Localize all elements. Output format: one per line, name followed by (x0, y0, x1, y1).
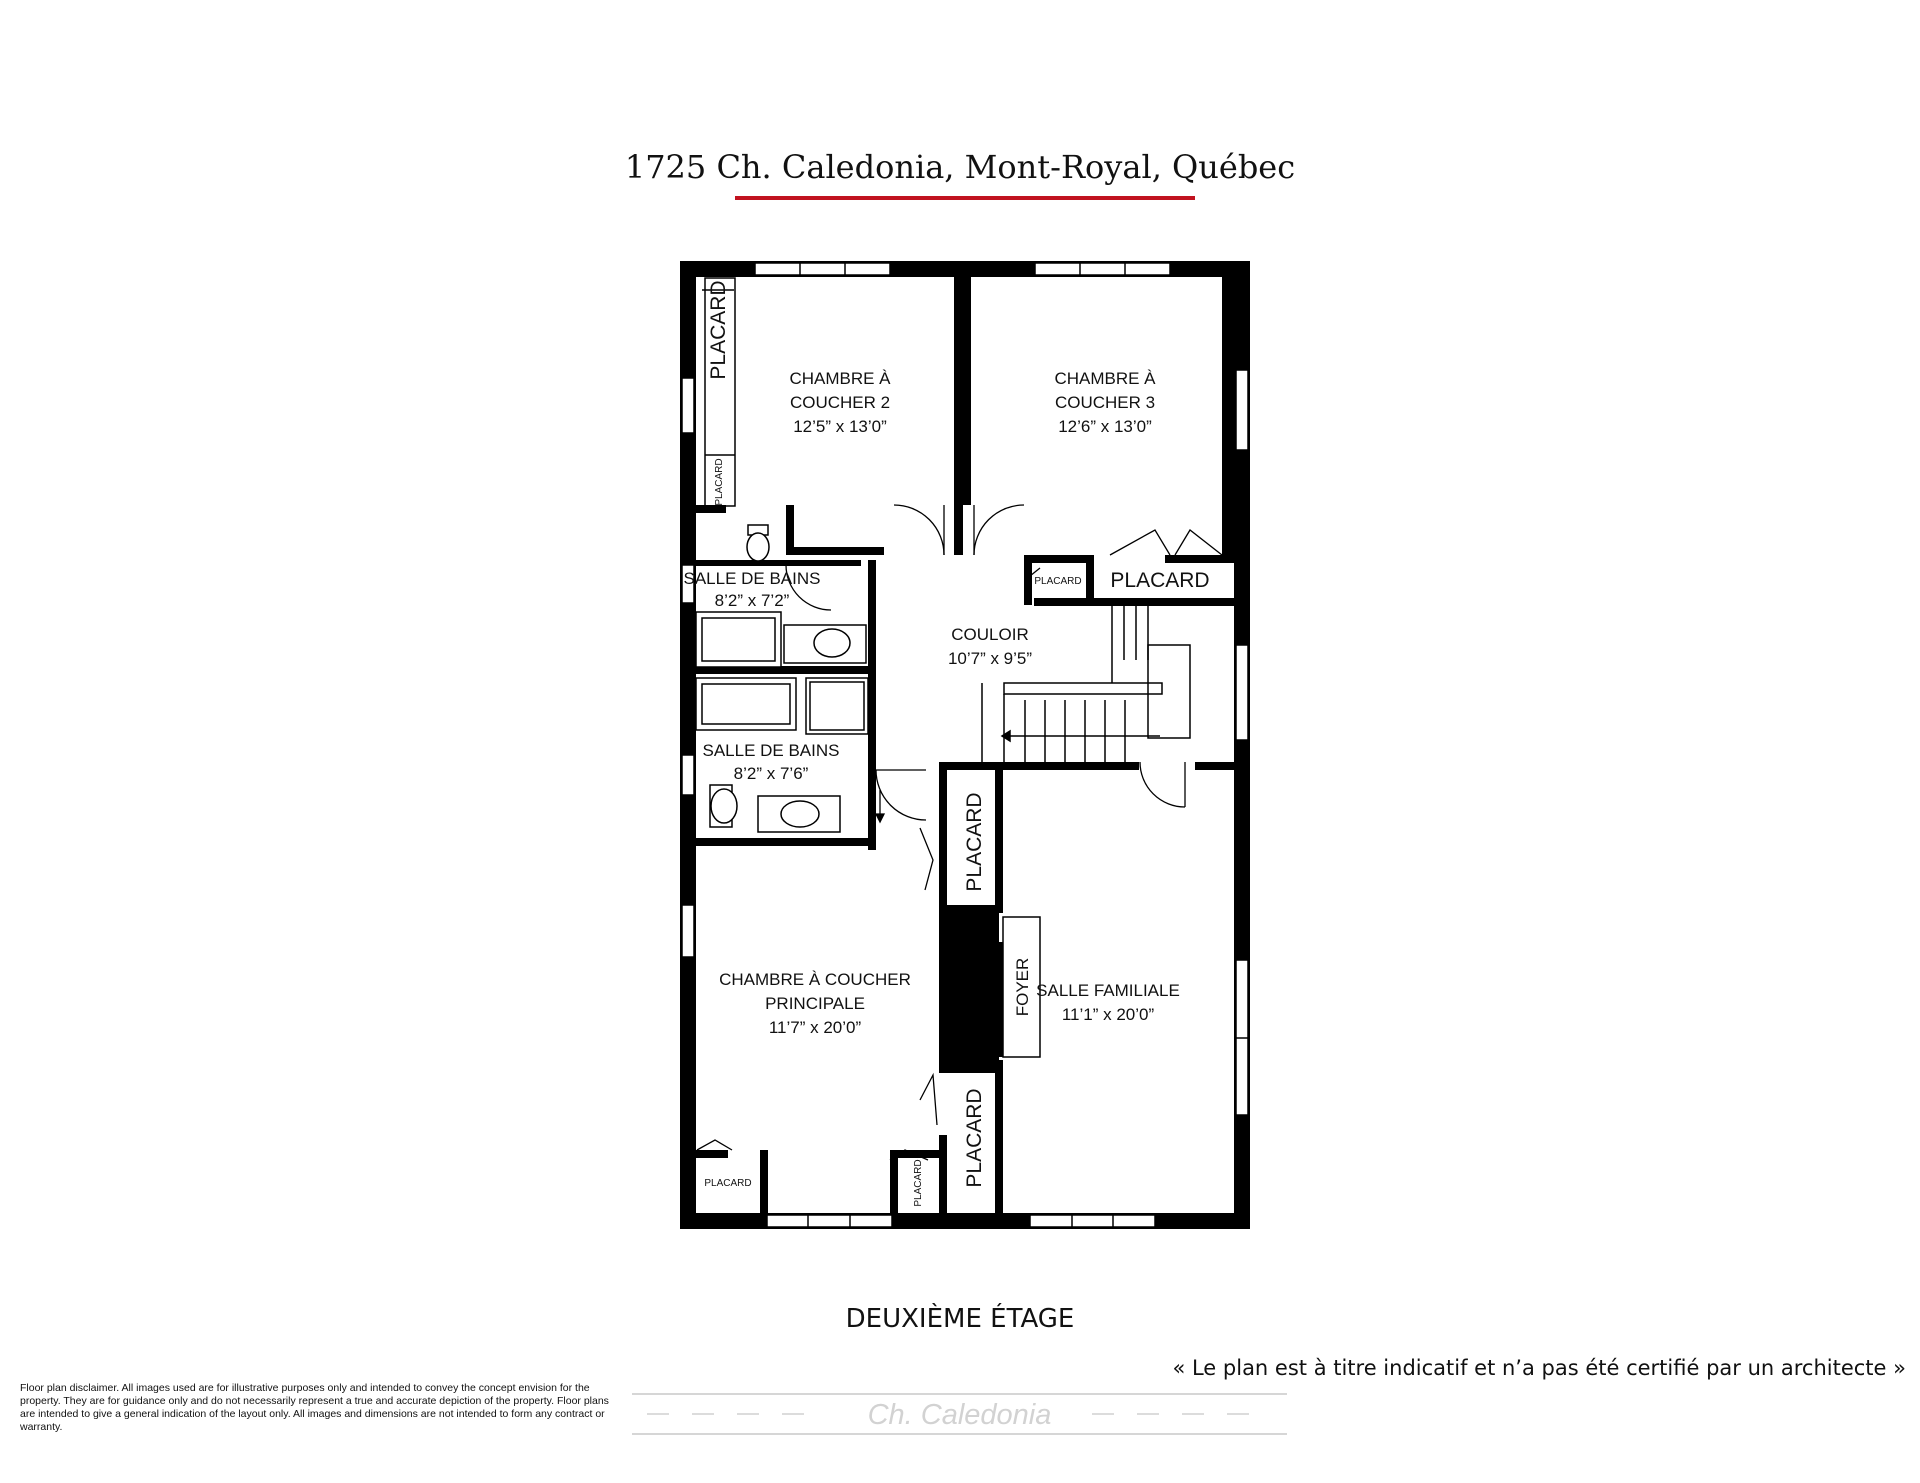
street-indicator (632, 1393, 1287, 1435)
architect-disclaimer-note: « Le plan est à titre indicatif et n’a pas été certifié par un architecte » (1172, 1356, 1906, 1380)
chambre-3-line1: CHAMBRE À (1054, 369, 1156, 388)
familiale-dimensions: 11’1” x 20’0” (1061, 1005, 1155, 1024)
placard-label-2: PLACARD (714, 458, 725, 506)
chambre-3-line2: COUCHER 3 (1054, 393, 1156, 412)
familiale-name: SALLE FAMILIALE (1036, 981, 1180, 1000)
placard-label-1: PLACARD (707, 280, 730, 380)
principale-line1: CHAMBRE À COUCHER (719, 970, 911, 989)
principale-line2: PRINCIPALE (765, 994, 865, 1013)
chambre-2-line2: COUCHER 2 (789, 393, 891, 412)
placard-label-7: PLACARD (704, 1178, 752, 1189)
placard-label-5: PLACARD (963, 792, 986, 892)
chambre-3-dimensions: 12’6” x 13’0” (1058, 417, 1152, 436)
bathroom-1-dimensions: 8’2” x 7’2” (714, 591, 790, 610)
placard-label-6: PLACARD (963, 1088, 986, 1188)
bathroom-2-name: SALLE DE BAINS (702, 741, 840, 760)
floor-plan-disclaimer: Floor plan disclaimer. All images used are for illustrative purposes only and intended to convey the concept envision for the property. They are for guidance only and do not necessarily represent a true and accurate depiction of the property. Floor plans are intended to give a general indication of the layout only. All images and dimensions are not intended to form any contract or warranty. (20, 1382, 609, 1433)
floor-level-label: DEUXIÈME ÉTAGE (845, 1304, 1075, 1334)
couloir-dimensions: 10’7” x 9’5” (947, 649, 1033, 668)
placard-label-4: PLACARD (1034, 576, 1082, 587)
bathroom-1-name: SALLE DE BAINS (683, 569, 821, 588)
couloir-name: COULOIR (951, 625, 1029, 644)
foyer-label: FOYER (1013, 957, 1032, 1017)
placard-label-3: PLACARD (1110, 569, 1210, 592)
placard-label-8: PLACARD (913, 1159, 924, 1207)
property-address-title: 1725 Ch. Caledonia, Mont-Royal, Québec (624, 148, 1296, 186)
street-name: Ch. Caledonia (867, 1399, 1052, 1431)
bathroom-2-dimensions: 8’2” x 7’6” (733, 764, 809, 783)
chambre-2-line1: CHAMBRE À (789, 369, 891, 388)
principale-dimensions: 11’7” x 20’0” (768, 1018, 862, 1037)
chambre-2-dimensions: 12’5” x 13’0” (793, 417, 887, 436)
